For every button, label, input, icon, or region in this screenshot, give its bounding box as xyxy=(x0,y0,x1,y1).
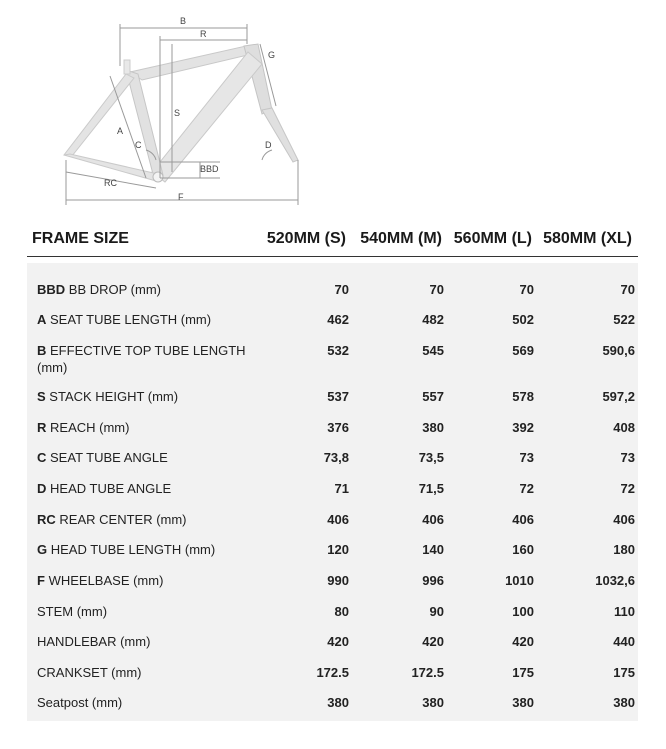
row-value: 175 xyxy=(512,665,534,680)
row-label-text: Seatpost (mm) xyxy=(37,695,123,710)
dim-label-s: S xyxy=(174,108,181,118)
row-label xyxy=(37,281,252,298)
row-value: 80 xyxy=(334,604,349,619)
row-value: 532 xyxy=(327,343,349,358)
row-label xyxy=(37,633,252,650)
row-value: 70 xyxy=(519,282,534,297)
row-value: 70 xyxy=(620,282,635,297)
row-value: 482 xyxy=(422,312,444,327)
row-value: 420 xyxy=(512,634,534,649)
row-label xyxy=(37,342,252,376)
row-value: 420 xyxy=(422,634,444,649)
row-label-text: SEAT TUBE ANGLE xyxy=(50,450,168,465)
dim-label-c: C xyxy=(135,140,142,150)
row-value: 380 xyxy=(422,420,444,435)
row-value: 462 xyxy=(327,312,349,327)
row-value: 990 xyxy=(327,573,349,588)
row-label-text: BB DROP (mm) xyxy=(68,282,162,297)
row-label-text: STEM (mm) xyxy=(37,604,108,619)
row-value: 392 xyxy=(512,420,534,435)
row-code: C xyxy=(37,450,47,465)
row-value: 502 xyxy=(512,312,534,327)
row-label-text: STACK HEIGHT (mm) xyxy=(49,389,179,404)
size-column-header: 560MM (L) xyxy=(453,230,532,247)
row-value: 73 xyxy=(519,450,534,465)
row-value: 380 xyxy=(512,695,534,710)
dim-label-bbd: BBD xyxy=(200,164,219,174)
row-value: 70 xyxy=(429,282,444,297)
row-label xyxy=(37,419,252,436)
row-label-text: HEAD TUBE ANGLE xyxy=(50,481,172,496)
row-value: 1032,6 xyxy=(595,573,635,588)
row-value: 545 xyxy=(422,343,444,358)
row-code: B xyxy=(37,343,47,358)
frame-geometry-diagram xyxy=(0,0,666,215)
row-value: 376 xyxy=(327,420,349,435)
row-value: 408 xyxy=(613,420,635,435)
row-code: S xyxy=(37,389,46,404)
row-value: 140 xyxy=(422,542,444,557)
row-label xyxy=(37,511,252,528)
row-label-text: HANDLEBAR (mm) xyxy=(37,634,151,649)
row-label xyxy=(37,603,252,620)
row-label xyxy=(37,311,252,328)
row-value: 406 xyxy=(327,512,349,527)
row-value: 1010 xyxy=(505,573,534,588)
frame-drawing xyxy=(64,44,298,182)
row-label-text: WHEELBASE (mm) xyxy=(48,573,164,588)
dim-label-a: A xyxy=(117,126,124,136)
row-label xyxy=(37,541,252,558)
geometry-table-body xyxy=(27,263,638,721)
row-value: 160 xyxy=(512,542,534,557)
row-code: G xyxy=(37,542,48,557)
size-column-header: 540MM (M) xyxy=(360,230,442,247)
row-value: 569 xyxy=(512,343,534,358)
row-value: 120 xyxy=(327,542,349,557)
row-label xyxy=(37,664,252,681)
row-value: 420 xyxy=(327,634,349,649)
row-label xyxy=(37,694,252,711)
row-value: 590,6 xyxy=(602,343,635,358)
row-value: 72 xyxy=(620,481,635,496)
row-value: 71 xyxy=(334,481,349,496)
row-value: 996 xyxy=(422,573,444,588)
row-value: 578 xyxy=(512,389,534,404)
row-label xyxy=(37,388,252,405)
row-label xyxy=(37,572,252,589)
row-value: 537 xyxy=(327,389,349,404)
row-label-text: REAR CENTER (mm) xyxy=(59,512,187,527)
row-value: 90 xyxy=(429,604,444,619)
row-value: 70 xyxy=(334,282,349,297)
row-code: BBD xyxy=(37,282,66,297)
row-label xyxy=(37,449,252,466)
dim-label-b: B xyxy=(180,16,187,26)
row-value: 380 xyxy=(613,695,635,710)
row-value: 406 xyxy=(512,512,534,527)
row-value: 72 xyxy=(519,481,534,496)
row-label-text: SEAT TUBE LENGTH (mm) xyxy=(50,312,212,327)
size-column-header: 520MM (S) xyxy=(266,230,346,247)
frame-size-heading: FRAME SIZE xyxy=(32,230,129,247)
row-value: 175 xyxy=(613,665,635,680)
row-value: 73,8 xyxy=(323,450,349,465)
row-code: RC xyxy=(37,512,56,527)
dim-label-d: D xyxy=(265,140,272,150)
dimension-labels xyxy=(104,16,275,202)
dim-label-rc: RC xyxy=(104,178,117,188)
dim-label-f: F xyxy=(178,192,184,202)
row-label-text: EFFECTIVE TOP TUBE LENGTH (mm) xyxy=(37,343,246,375)
row-value: 380 xyxy=(422,695,444,710)
row-value: 73 xyxy=(620,450,635,465)
row-label xyxy=(37,480,252,497)
row-value: 380 xyxy=(327,695,349,710)
row-code: R xyxy=(37,420,47,435)
row-value: 71,5 xyxy=(418,481,444,496)
dim-label-r: R xyxy=(200,29,207,39)
size-column-header: 580MM (XL) xyxy=(543,230,632,247)
row-code: A xyxy=(37,312,47,327)
row-value: 110 xyxy=(614,604,635,619)
row-label-text: HEAD TUBE LENGTH (mm) xyxy=(50,542,216,557)
row-value: 100 xyxy=(512,604,534,619)
row-code: F xyxy=(37,573,45,588)
row-value: 597,2 xyxy=(602,389,635,404)
row-value: 406 xyxy=(613,512,635,527)
row-value: 440 xyxy=(613,634,635,649)
row-value: 172.5 xyxy=(411,665,444,680)
row-value: 73,5 xyxy=(418,450,444,465)
row-value: 522 xyxy=(613,312,635,327)
row-code: D xyxy=(37,481,47,496)
row-value: 557 xyxy=(422,389,444,404)
row-value: 406 xyxy=(422,512,444,527)
row-label-text: REACH (mm) xyxy=(50,420,130,435)
row-value: 180 xyxy=(613,542,635,557)
row-label-text: CRANKSET (mm) xyxy=(37,665,142,680)
row-value: 172.5 xyxy=(316,665,349,680)
frame-size-header-row xyxy=(27,220,638,257)
dim-label-g: G xyxy=(268,50,276,60)
